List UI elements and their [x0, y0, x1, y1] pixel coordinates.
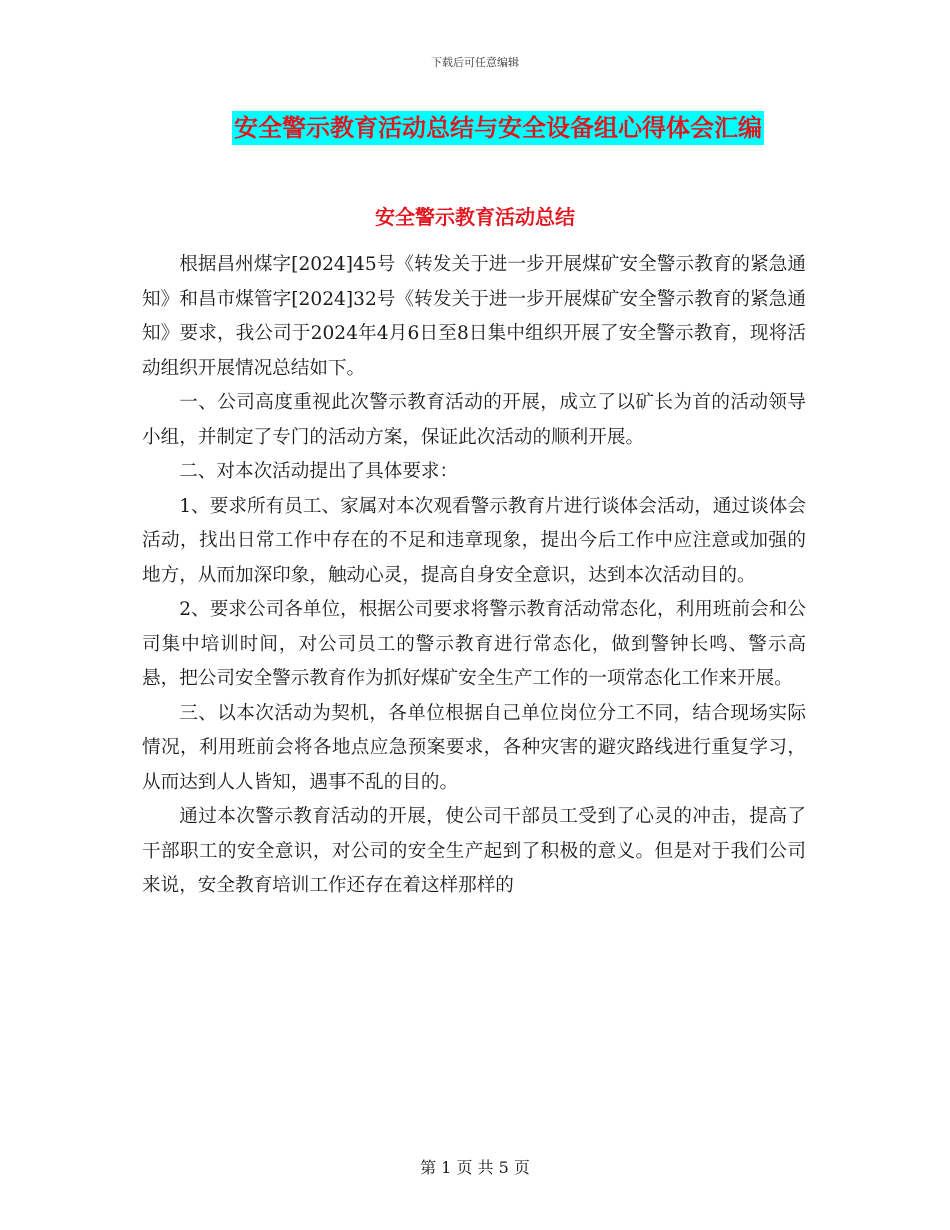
paragraph: 通过本次警示教育活动的开展，使公司干部员工受到了心灵的冲击，提高了干部职工的安全意识，对公司的安全生产起到了积极的意义。但是对于我们公司来说，安全教育培训工作还存在着这样那样的 [142, 806, 806, 896]
document-body [142, 248, 806, 904]
paragraph: 2、要求公司各单位，根据公司要求将警示教育活动常态化，利用班前会和公司集中培训时间，对公司员工的警示教育进行常态化，做到警钟长鸣、警示高悬，把公司安全警示教育作为抓好煤矿安全生产工作的一项常态化工作来开展。 [142, 599, 806, 689]
paragraph: 二、对本次活动提出了具体要求： [179, 461, 459, 482]
section-title: 安全警示教育活动总结 [375, 205, 575, 229]
paragraph: 一、公司高度重视此次警示教育活动的开展，成立了以矿长为首的活动领导小组，并制定了专门的活动方案，保证此次活动的顺利开展。 [142, 392, 806, 448]
document-title-container [0, 111, 950, 145]
page-number-footer: 第 1 页 共 5 页 [420, 1158, 530, 1177]
paragraph: 根据昌州煤字[2024]45号《转发关于进一步开展煤矿安全警示教育的紧急通知》和昌市煤管字[2024]32号《转发关于进一步开展煤矿安全警示教育的紧急通知》要求，我公司于2024年4月6日至8日集中组织开展了安全警示教育，现将活动组织开展情况总结如下。 [142, 254, 806, 379]
paragraph: 1、要求所有员工、家属对本次观看警示教育片进行谈体会活动，通过谈体会活动，找出日常工作中存在的不足和违章现象，提出今后工作中应注意或加强的地方，从而加深印象，触动心灵，提高自身安全意识，达到本次活动目的。 [142, 495, 806, 586]
paragraph: 三、以本次活动为契机，各单位根据自己单位岗位分工不同，结合现场实际情况，利用班前会将各地点应急预案要求，各种灾害的避灾路线进行重复学习，从而达到人人皆知，遇事不乱的目的。 [142, 702, 806, 793]
document-title: 安全警示教育活动总结与安全设备组心得体会汇编 [232, 111, 764, 145]
page-header-note: 下载后可任意编辑 [431, 56, 519, 69]
